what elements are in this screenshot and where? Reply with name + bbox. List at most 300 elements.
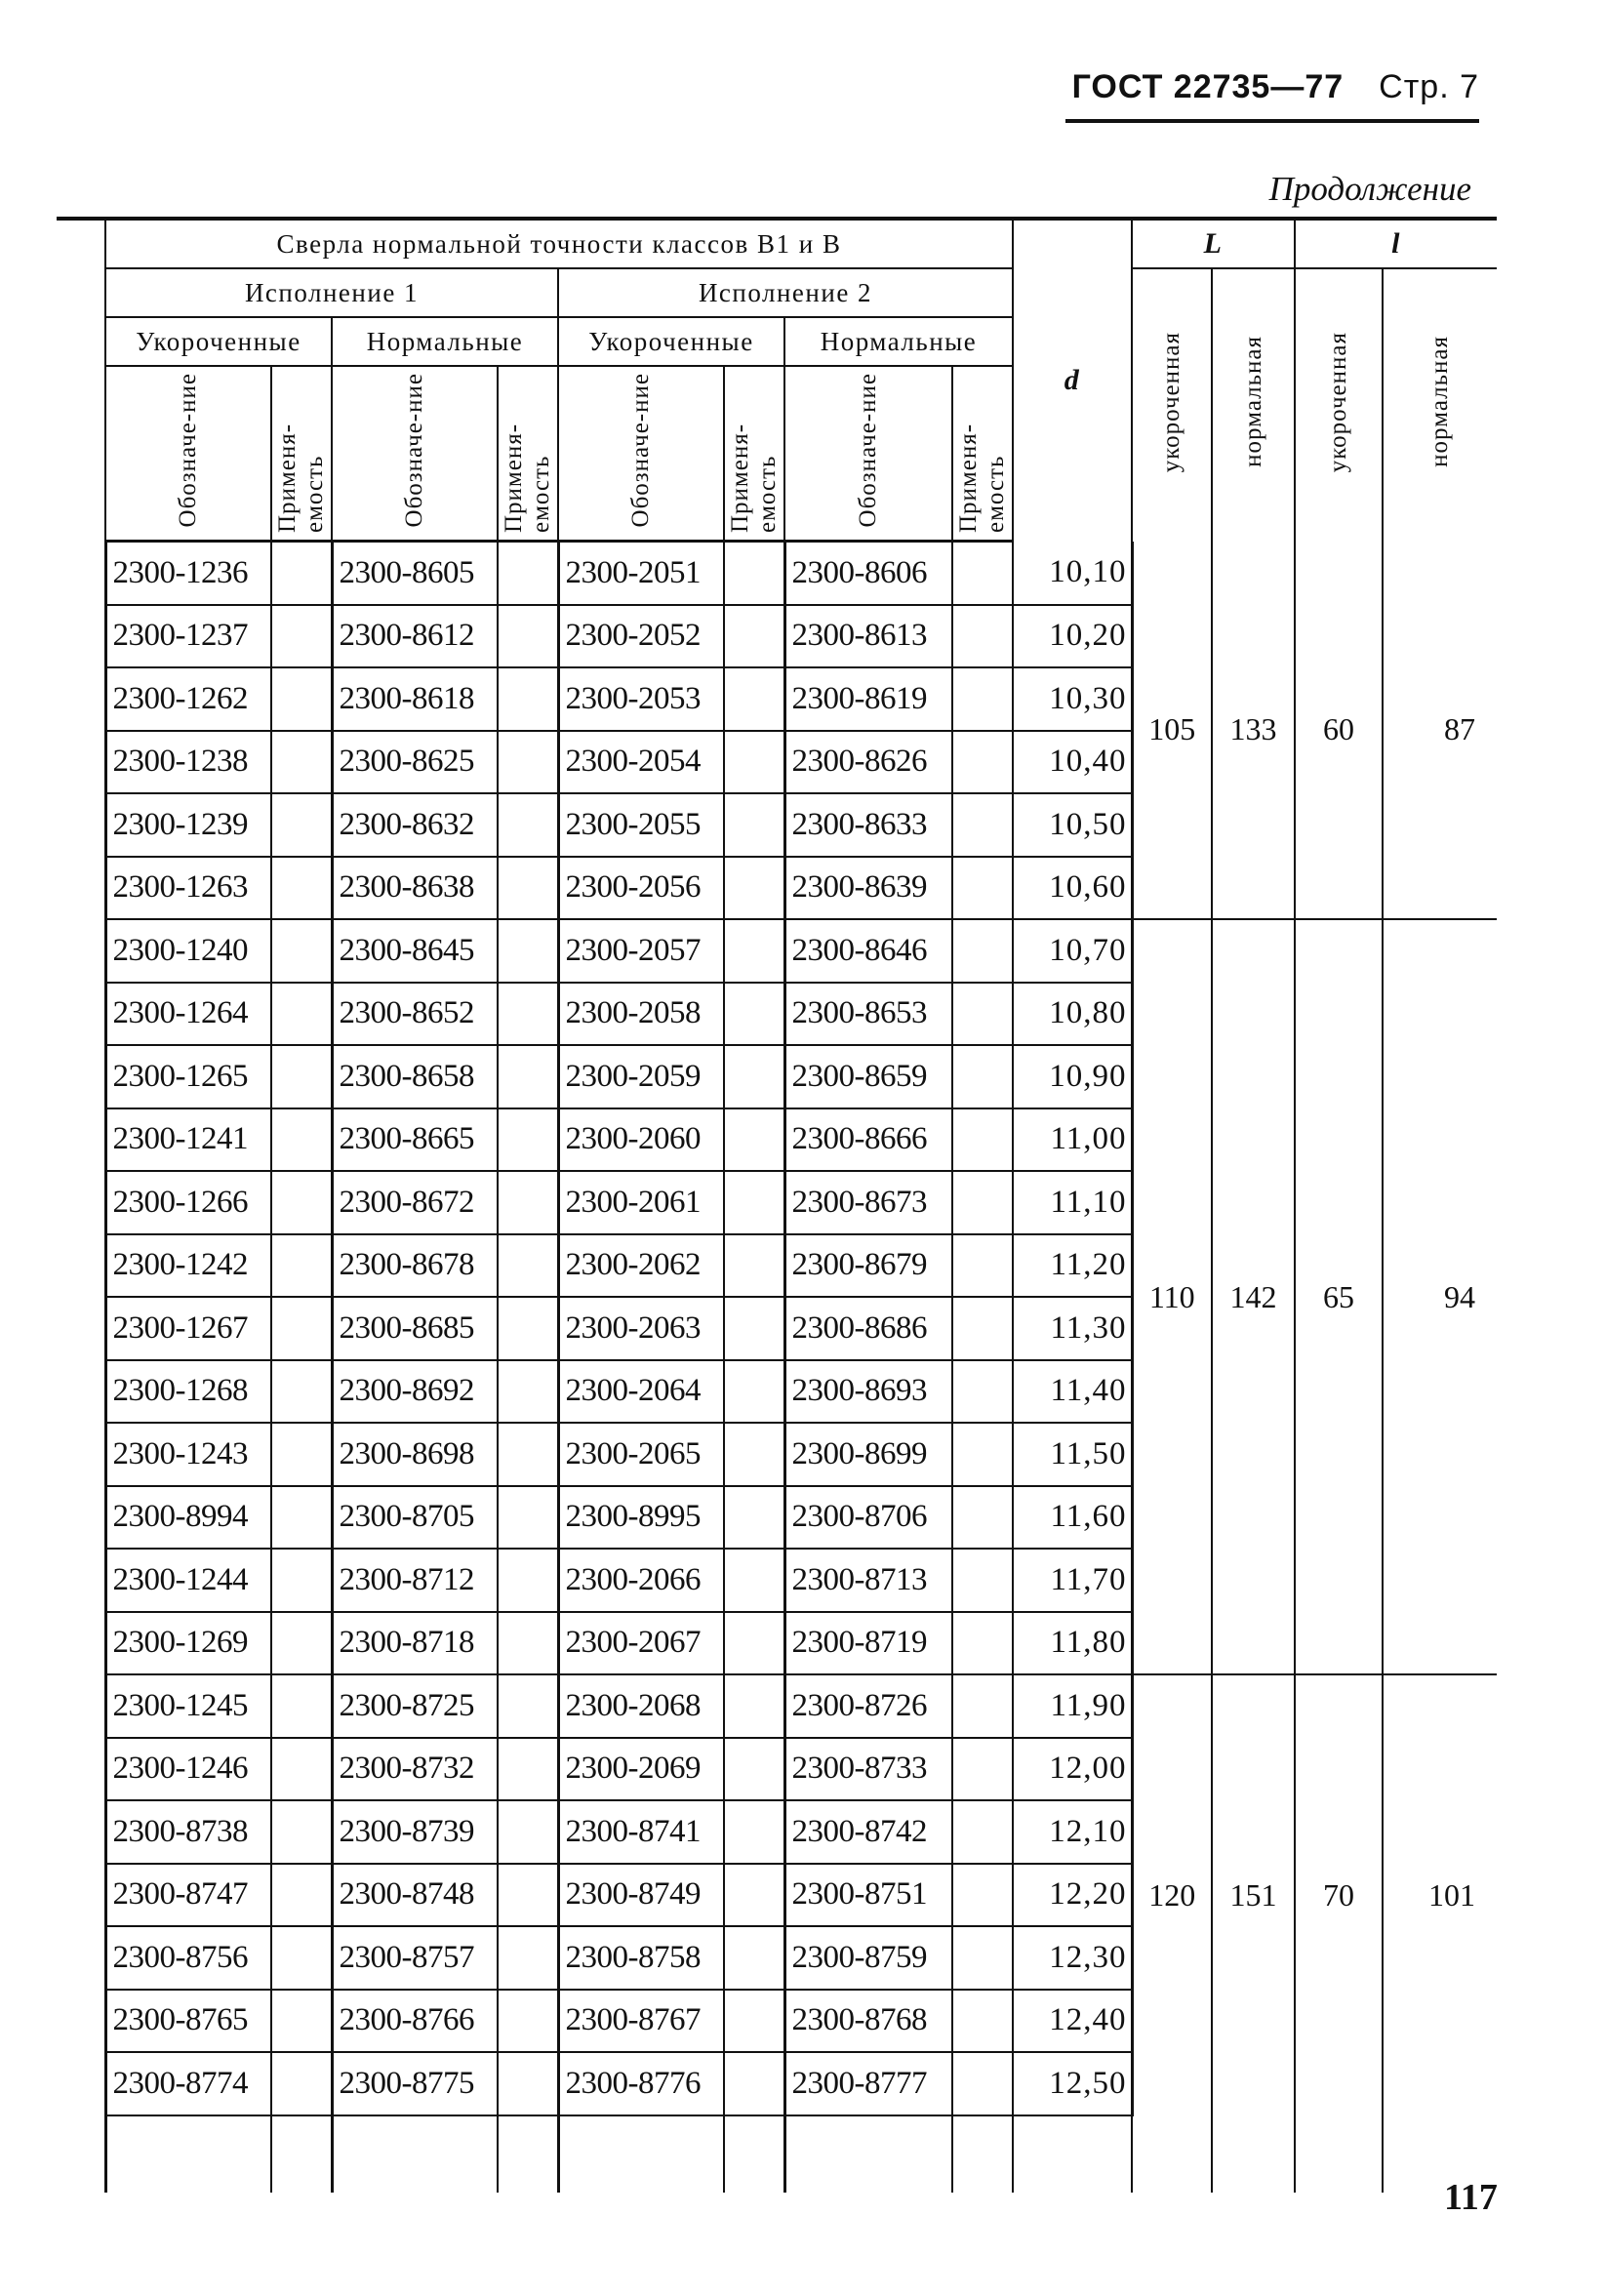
designation-cell: 2300-8632: [332, 793, 498, 857]
empty-cell: [105, 2115, 271, 2193]
designation-cell: 2300-2068: [558, 1674, 724, 1738]
designation-cell: 2300-8719: [784, 1612, 952, 1675]
designation-cell: 2300-2063: [558, 1297, 724, 1360]
designation-cell: 2300-8767: [558, 1990, 724, 2053]
applicability-cell: [952, 1926, 1013, 1990]
designation-cell: 2300-8673: [784, 1171, 952, 1234]
designation-cell: 2300-8718: [332, 1612, 498, 1675]
applicability-cell: [498, 1171, 558, 1234]
designation-cell: 2300-8768: [784, 1990, 952, 2053]
applicability-cell: [952, 1674, 1013, 1738]
designation-cell: 2300-2054: [558, 731, 724, 794]
designation-cell: 2300-2060: [558, 1108, 724, 1172]
diameter-cell: 11,20: [1013, 1234, 1132, 1298]
applicability-cell: [498, 1297, 558, 1360]
row-stub: [57, 919, 105, 983]
designation-cell: 2300-2069: [558, 1738, 724, 1801]
applicability-cell: [498, 1423, 558, 1486]
applicability-cell: [724, 1864, 784, 1927]
applicability-cell: [724, 1108, 784, 1172]
applicability-cell: [498, 1800, 558, 1864]
applicability-cell: [498, 1612, 558, 1675]
diameter-cell: 10,20: [1013, 605, 1132, 668]
designation-cell: 2300-8672: [332, 1171, 498, 1234]
empty-cell: [724, 2115, 784, 2193]
designation-cell: 2300-8692: [332, 1360, 498, 1424]
empty-cell: [1295, 2115, 1383, 2193]
row-stub: [57, 542, 105, 605]
applicability-cell: [498, 1864, 558, 1927]
applicability-cell: [952, 1738, 1013, 1801]
diameter-cell: 12,30: [1013, 1926, 1132, 1990]
header-l-normal: нормальная: [1383, 268, 1497, 542]
header-designation: Обозначе-ние: [105, 366, 271, 542]
applicability-cell: [271, 1486, 332, 1550]
applicability-cell: [498, 1549, 558, 1612]
applicability-cell: [498, 1674, 558, 1738]
applicability-cell: [271, 1800, 332, 1864]
L-short-cell: 105: [1132, 542, 1212, 920]
row-stub: [57, 667, 105, 731]
designation-cell: 2300-2066: [558, 1549, 724, 1612]
designation-cell: 2300-8619: [784, 667, 952, 731]
designation-cell: 2300-8685: [332, 1297, 498, 1360]
header-designation: Обозначе-ние: [784, 366, 952, 542]
designation-cell: 2300-8732: [332, 1738, 498, 1801]
applicability-cell: [952, 1990, 1013, 2053]
applicability-cell: [952, 667, 1013, 731]
applicability-cell: [271, 1738, 332, 1801]
designation-cell: 2300-8712: [332, 1549, 498, 1612]
designation-cell: 2300-1267: [105, 1297, 271, 1360]
applicability-cell: [271, 1926, 332, 1990]
page-number: 117: [1444, 2177, 1498, 2218]
diameter-cell: 11,70: [1013, 1549, 1132, 1612]
designation-cell: 2300-2053: [558, 667, 724, 731]
designation-cell: 2300-8766: [332, 1990, 498, 2053]
header-L-short: укороченная: [1132, 268, 1212, 542]
page-label: Стр. 7: [1379, 68, 1479, 105]
page-header: [1072, 68, 1479, 106]
diameter-cell: 10,40: [1013, 731, 1132, 794]
designation-cell: 2300-8748: [332, 1864, 498, 1927]
designation-cell: 2300-8705: [332, 1486, 498, 1550]
applicability-cell: [952, 1297, 1013, 1360]
diameter-cell: 11,50: [1013, 1423, 1132, 1486]
d-symbol: d: [1064, 364, 1081, 397]
designation-cell: 2300-8606: [784, 542, 952, 605]
designation-cell: 2300-8698: [332, 1423, 498, 1486]
applicability-cell: [498, 1738, 558, 1801]
applicability-cell: [271, 1990, 332, 2053]
applicability-cell: [271, 919, 332, 983]
diameter-cell: 11,00: [1013, 1108, 1132, 1172]
applicability-cell: [724, 919, 784, 983]
applicability-cell: [498, 793, 558, 857]
header-v1-shortened: Укороченные: [105, 317, 332, 366]
row-stub: [57, 857, 105, 920]
applicability-cell: [952, 857, 1013, 920]
designation-cell: 2300-8756: [105, 1926, 271, 1990]
designation-cell: 2300-8666: [784, 1108, 952, 1172]
applicability-cell: [271, 1423, 332, 1486]
empty-cell: [57, 2115, 105, 2193]
designation-cell: 2300-1263: [105, 857, 271, 920]
designation-cell: 2300-1245: [105, 1674, 271, 1738]
applicability-cell: [952, 1045, 1013, 1108]
diameter-cell: 10,80: [1013, 983, 1132, 1046]
designation-cell: 2300-8633: [784, 793, 952, 857]
row-stub: [57, 2052, 105, 2115]
row-stub: [57, 1234, 105, 1298]
applicability-cell: [498, 983, 558, 1046]
row-stub: [57, 1486, 105, 1550]
l-short-cell: 65: [1295, 919, 1383, 1674]
applicability-cell: [271, 983, 332, 1046]
applicability-cell: [271, 1612, 332, 1675]
applicability-cell: [724, 542, 784, 605]
applicability-cell: [498, 1234, 558, 1298]
designation-cell: 2300-8638: [332, 857, 498, 920]
applicability-cell: [498, 1360, 558, 1424]
applicability-cell: [952, 605, 1013, 668]
applicability-cell: [724, 857, 784, 920]
designation-cell: 2300-8678: [332, 1234, 498, 1298]
designation-cell: 2300-8775: [332, 2052, 498, 2115]
designation-cell: 2300-1237: [105, 605, 271, 668]
designation-cell: 2300-8612: [332, 605, 498, 668]
designation-cell: 2300-8646: [784, 919, 952, 983]
designation-cell: 2300-1246: [105, 1738, 271, 1801]
row-stub: [57, 1045, 105, 1108]
designation-cell: 2300-8693: [784, 1360, 952, 1424]
table-row: [57, 1674, 1497, 1738]
designation-cell: 2300-1236: [105, 542, 271, 605]
designation-cell: 2300-8686: [784, 1297, 952, 1360]
header-L: [1132, 219, 1295, 268]
applicability-cell: [952, 2052, 1013, 2115]
designation-cell: 2300-8733: [784, 1738, 952, 1801]
empty-cell: [952, 2115, 1013, 2193]
designation-cell: 2300-2056: [558, 857, 724, 920]
designation-cell: 2300-1244: [105, 1549, 271, 1612]
header-l: [1295, 219, 1497, 268]
table-body: [57, 542, 1497, 2193]
L-normal-cell: 142: [1212, 919, 1295, 1674]
designation-cell: 2300-8995: [558, 1486, 724, 1550]
designation-cell: 2300-8618: [332, 667, 498, 731]
row-stub: [57, 1990, 105, 2053]
L-short-cell: 110: [1132, 919, 1212, 1674]
designation-cell: 2300-1241: [105, 1108, 271, 1172]
designation-cell: 2300-8751: [784, 1864, 952, 1927]
applicability-cell: [724, 2052, 784, 2115]
row-stub: [57, 1171, 105, 1234]
diameter-cell: 12,00: [1013, 1738, 1132, 1801]
empty-cell: [271, 2115, 332, 2193]
designation-cell: 2300-2065: [558, 1423, 724, 1486]
designation-cell: 2300-8742: [784, 1800, 952, 1864]
applicability-cell: [724, 1612, 784, 1675]
designation-cell: 2300-8658: [332, 1045, 498, 1108]
applicability-cell: [498, 1108, 558, 1172]
applicability-cell: [498, 1486, 558, 1550]
header-v2-normal: Нормальные: [784, 317, 1013, 366]
applicability-cell: [952, 1486, 1013, 1550]
designation-cell: 2300-8706: [784, 1486, 952, 1550]
designation-cell: 2300-8765: [105, 1990, 271, 2053]
applicability-cell: [724, 1990, 784, 2053]
applicability-cell: [271, 1045, 332, 1108]
row-stub: [57, 1674, 105, 1738]
diameter-cell: 10,30: [1013, 667, 1132, 731]
applicability-cell: [271, 1171, 332, 1234]
applicability-cell: [724, 1297, 784, 1360]
row-stub: [57, 731, 105, 794]
diameter-cell: 10,90: [1013, 1045, 1132, 1108]
designation-cell: 2300-1240: [105, 919, 271, 983]
applicability-cell: [271, 605, 332, 668]
applicability-cell: [724, 793, 784, 857]
table-padding-row: [57, 2115, 1497, 2193]
row-stub: [57, 1108, 105, 1172]
empty-cell: [1212, 2115, 1295, 2193]
applicability-cell: [952, 542, 1013, 605]
designation-cell: 2300-8645: [332, 919, 498, 983]
L-symbol: L: [1203, 227, 1224, 260]
applicability-cell: [724, 1045, 784, 1108]
header-variant-2: Исполнение 2: [558, 268, 1013, 317]
applicability-cell: [271, 667, 332, 731]
applicability-cell: [271, 1549, 332, 1612]
applicability-cell: [952, 1549, 1013, 1612]
designation-cell: 2300-2051: [558, 542, 724, 605]
designation-cell: 2300-2059: [558, 1045, 724, 1108]
row-stub: [57, 1800, 105, 1864]
applicability-cell: [952, 731, 1013, 794]
designation-cell: 2300-8626: [784, 731, 952, 794]
designation-cell: 2300-1265: [105, 1045, 271, 1108]
diameter-cell: 11,80: [1013, 1612, 1132, 1675]
applicability-cell: [498, 919, 558, 983]
empty-cell: [498, 2115, 558, 2193]
designation-cell: 2300-8747: [105, 1864, 271, 1927]
diameter-cell: 10,70: [1013, 919, 1132, 983]
designation-cell: 2300-8994: [105, 1486, 271, 1550]
applicability-cell: [724, 1171, 784, 1234]
applicability-cell: [271, 793, 332, 857]
applicability-cell: [952, 1234, 1013, 1298]
header-l-short: укороченная: [1295, 268, 1383, 542]
diameter-cell: 10,50: [1013, 793, 1132, 857]
l-normal-cell: 94: [1383, 919, 1497, 1674]
applicability-cell: [498, 542, 558, 605]
diameter-cell: 12,10: [1013, 1800, 1132, 1864]
applicability-cell: [498, 731, 558, 794]
applicability-cell: [271, 731, 332, 794]
applicability-cell: [271, 1360, 332, 1424]
applicability-cell: [724, 1738, 784, 1801]
designation-cell: 2300-8639: [784, 857, 952, 920]
applicability-cell: [271, 1234, 332, 1298]
row-stub: [57, 1549, 105, 1612]
designation-cell: 2300-1269: [105, 1612, 271, 1675]
applicability-cell: [271, 1297, 332, 1360]
empty-cell: [1013, 2115, 1132, 2193]
applicability-cell: [952, 1864, 1013, 1927]
designation-cell: 2300-8725: [332, 1674, 498, 1738]
applicability-cell: [724, 1234, 784, 1298]
applicability-cell: [952, 1108, 1013, 1172]
header-applicability: Применя-емость: [952, 366, 1013, 542]
diameter-cell: 11,60: [1013, 1486, 1132, 1550]
diameter-cell: 10,10: [1013, 542, 1132, 605]
row-stub: [57, 1612, 105, 1675]
designation-cell: 2300-2055: [558, 793, 724, 857]
applicability-cell: [498, 1926, 558, 1990]
drill-designation-table: [57, 217, 1497, 2193]
row-stub: [57, 1297, 105, 1360]
applicability-cell: [498, 605, 558, 668]
designation-cell: 2300-8665: [332, 1108, 498, 1172]
designation-cell: 2300-2061: [558, 1171, 724, 1234]
designation-cell: 2300-2057: [558, 919, 724, 983]
designation-cell: 2300-2067: [558, 1612, 724, 1675]
applicability-cell: [724, 1486, 784, 1550]
designation-cell: 2300-8741: [558, 1800, 724, 1864]
applicability-cell: [498, 857, 558, 920]
designation-cell: 2300-1243: [105, 1423, 271, 1486]
l-short-cell: 60: [1295, 542, 1383, 920]
designation-cell: 2300-8739: [332, 1800, 498, 1864]
diameter-cell: 12,40: [1013, 1990, 1132, 2053]
table-row: [57, 542, 1497, 605]
designation-cell: 2300-8625: [332, 731, 498, 794]
applicability-cell: [724, 1423, 784, 1486]
L-normal-cell: 151: [1212, 1674, 1295, 2115]
designation-cell: 2300-2062: [558, 1234, 724, 1298]
applicability-cell: [498, 667, 558, 731]
header-L-normal: нормальная: [1212, 268, 1295, 542]
designation-cell: 2300-1266: [105, 1171, 271, 1234]
designation-cell: 2300-8652: [332, 983, 498, 1046]
header-applicability: Применя-емость: [271, 366, 332, 542]
designation-cell: 2300-8776: [558, 2052, 724, 2115]
designation-cell: 2300-8653: [784, 983, 952, 1046]
applicability-cell: [271, 1864, 332, 1927]
designation-cell: 2300-2058: [558, 983, 724, 1046]
applicability-cell: [724, 605, 784, 668]
designation-cell: 2300-1262: [105, 667, 271, 731]
designation-cell: 2300-8679: [784, 1234, 952, 1298]
l-normal-cell: 101: [1383, 1674, 1497, 2115]
designation-cell: 2300-1238: [105, 731, 271, 794]
applicability-cell: [952, 1360, 1013, 1424]
applicability-cell: [271, 2052, 332, 2115]
designation-cell: 2300-1268: [105, 1360, 271, 1424]
applicability-cell: [724, 1926, 784, 1990]
designation-cell: 2300-8613: [784, 605, 952, 668]
designation-cell: 2300-8713: [784, 1549, 952, 1612]
applicability-cell: [952, 793, 1013, 857]
applicability-cell: [271, 857, 332, 920]
designation-cell: 2300-8759: [784, 1926, 952, 1990]
designation-cell: 2300-8758: [558, 1926, 724, 1990]
applicability-cell: [271, 1674, 332, 1738]
applicability-cell: [498, 2052, 558, 2115]
designation-cell: 2300-8738: [105, 1800, 271, 1864]
applicability-cell: [724, 1674, 784, 1738]
applicability-cell: [724, 1549, 784, 1612]
l-short-cell: 70: [1295, 1674, 1383, 2115]
designation-cell: 2300-8777: [784, 2052, 952, 2115]
diameter-cell: 10,60: [1013, 857, 1132, 920]
header-designation: Обозначе-ние: [332, 366, 498, 542]
designation-cell: 2300-1242: [105, 1234, 271, 1298]
l-normal-cell: 87: [1383, 542, 1497, 920]
applicability-cell: [724, 731, 784, 794]
standard-number: ГОСТ 22735—77: [1071, 68, 1345, 105]
applicability-cell: [498, 1990, 558, 2053]
applicability-cell: [952, 983, 1013, 1046]
applicability-cell: [952, 1423, 1013, 1486]
designation-cell: 2300-2052: [558, 605, 724, 668]
table-title: Сверла нормальной точности классов В1 и В: [105, 219, 1013, 268]
applicability-cell: [271, 1108, 332, 1172]
applicability-cell: [952, 919, 1013, 983]
designation-cell: 2300-8659: [784, 1045, 952, 1108]
row-stub: [57, 605, 105, 668]
stub-column-header: [57, 219, 105, 542]
table-row: [57, 919, 1497, 983]
designation-cell: 2300-8749: [558, 1864, 724, 1927]
designation-cell: 2300-2064: [558, 1360, 724, 1424]
diameter-cell: 12,50: [1013, 2052, 1132, 2115]
applicability-cell: [724, 1800, 784, 1864]
applicability-cell: [724, 983, 784, 1046]
continuation-label: Продолжение: [1268, 170, 1471, 208]
header-designation: Обозначе-ние: [558, 366, 724, 542]
row-stub: [57, 983, 105, 1046]
designation-cell: 2300-1239: [105, 793, 271, 857]
header-rule: [1065, 119, 1479, 123]
applicability-cell: [724, 667, 784, 731]
diameter-cell: 11,90: [1013, 1674, 1132, 1738]
designation-cell: 2300-1264: [105, 983, 271, 1046]
empty-cell: [784, 2115, 952, 2193]
row-stub: [57, 1738, 105, 1801]
header-applicability: Применя-емость: [498, 366, 558, 542]
empty-cell: [332, 2115, 498, 2193]
applicability-cell: [952, 1800, 1013, 1864]
applicability-cell: [498, 1045, 558, 1108]
diameter-cell: 11,10: [1013, 1171, 1132, 1234]
header-d: [1013, 219, 1132, 542]
empty-cell: [1132, 2115, 1212, 2193]
applicability-cell: [952, 1612, 1013, 1675]
designation-cell: 2300-8605: [332, 542, 498, 605]
designation-cell: 2300-8726: [784, 1674, 952, 1738]
applicability-cell: [724, 1360, 784, 1424]
L-normal-cell: 133: [1212, 542, 1295, 920]
l-symbol: l: [1391, 227, 1401, 260]
header-variant-1: Исполнение 1: [105, 268, 558, 317]
applicability-cell: [952, 1171, 1013, 1234]
designation-cell: 2300-8699: [784, 1423, 952, 1486]
row-stub: [57, 1423, 105, 1486]
designation-cell: 2300-8757: [332, 1926, 498, 1990]
diameter-cell: 12,20: [1013, 1864, 1132, 1927]
